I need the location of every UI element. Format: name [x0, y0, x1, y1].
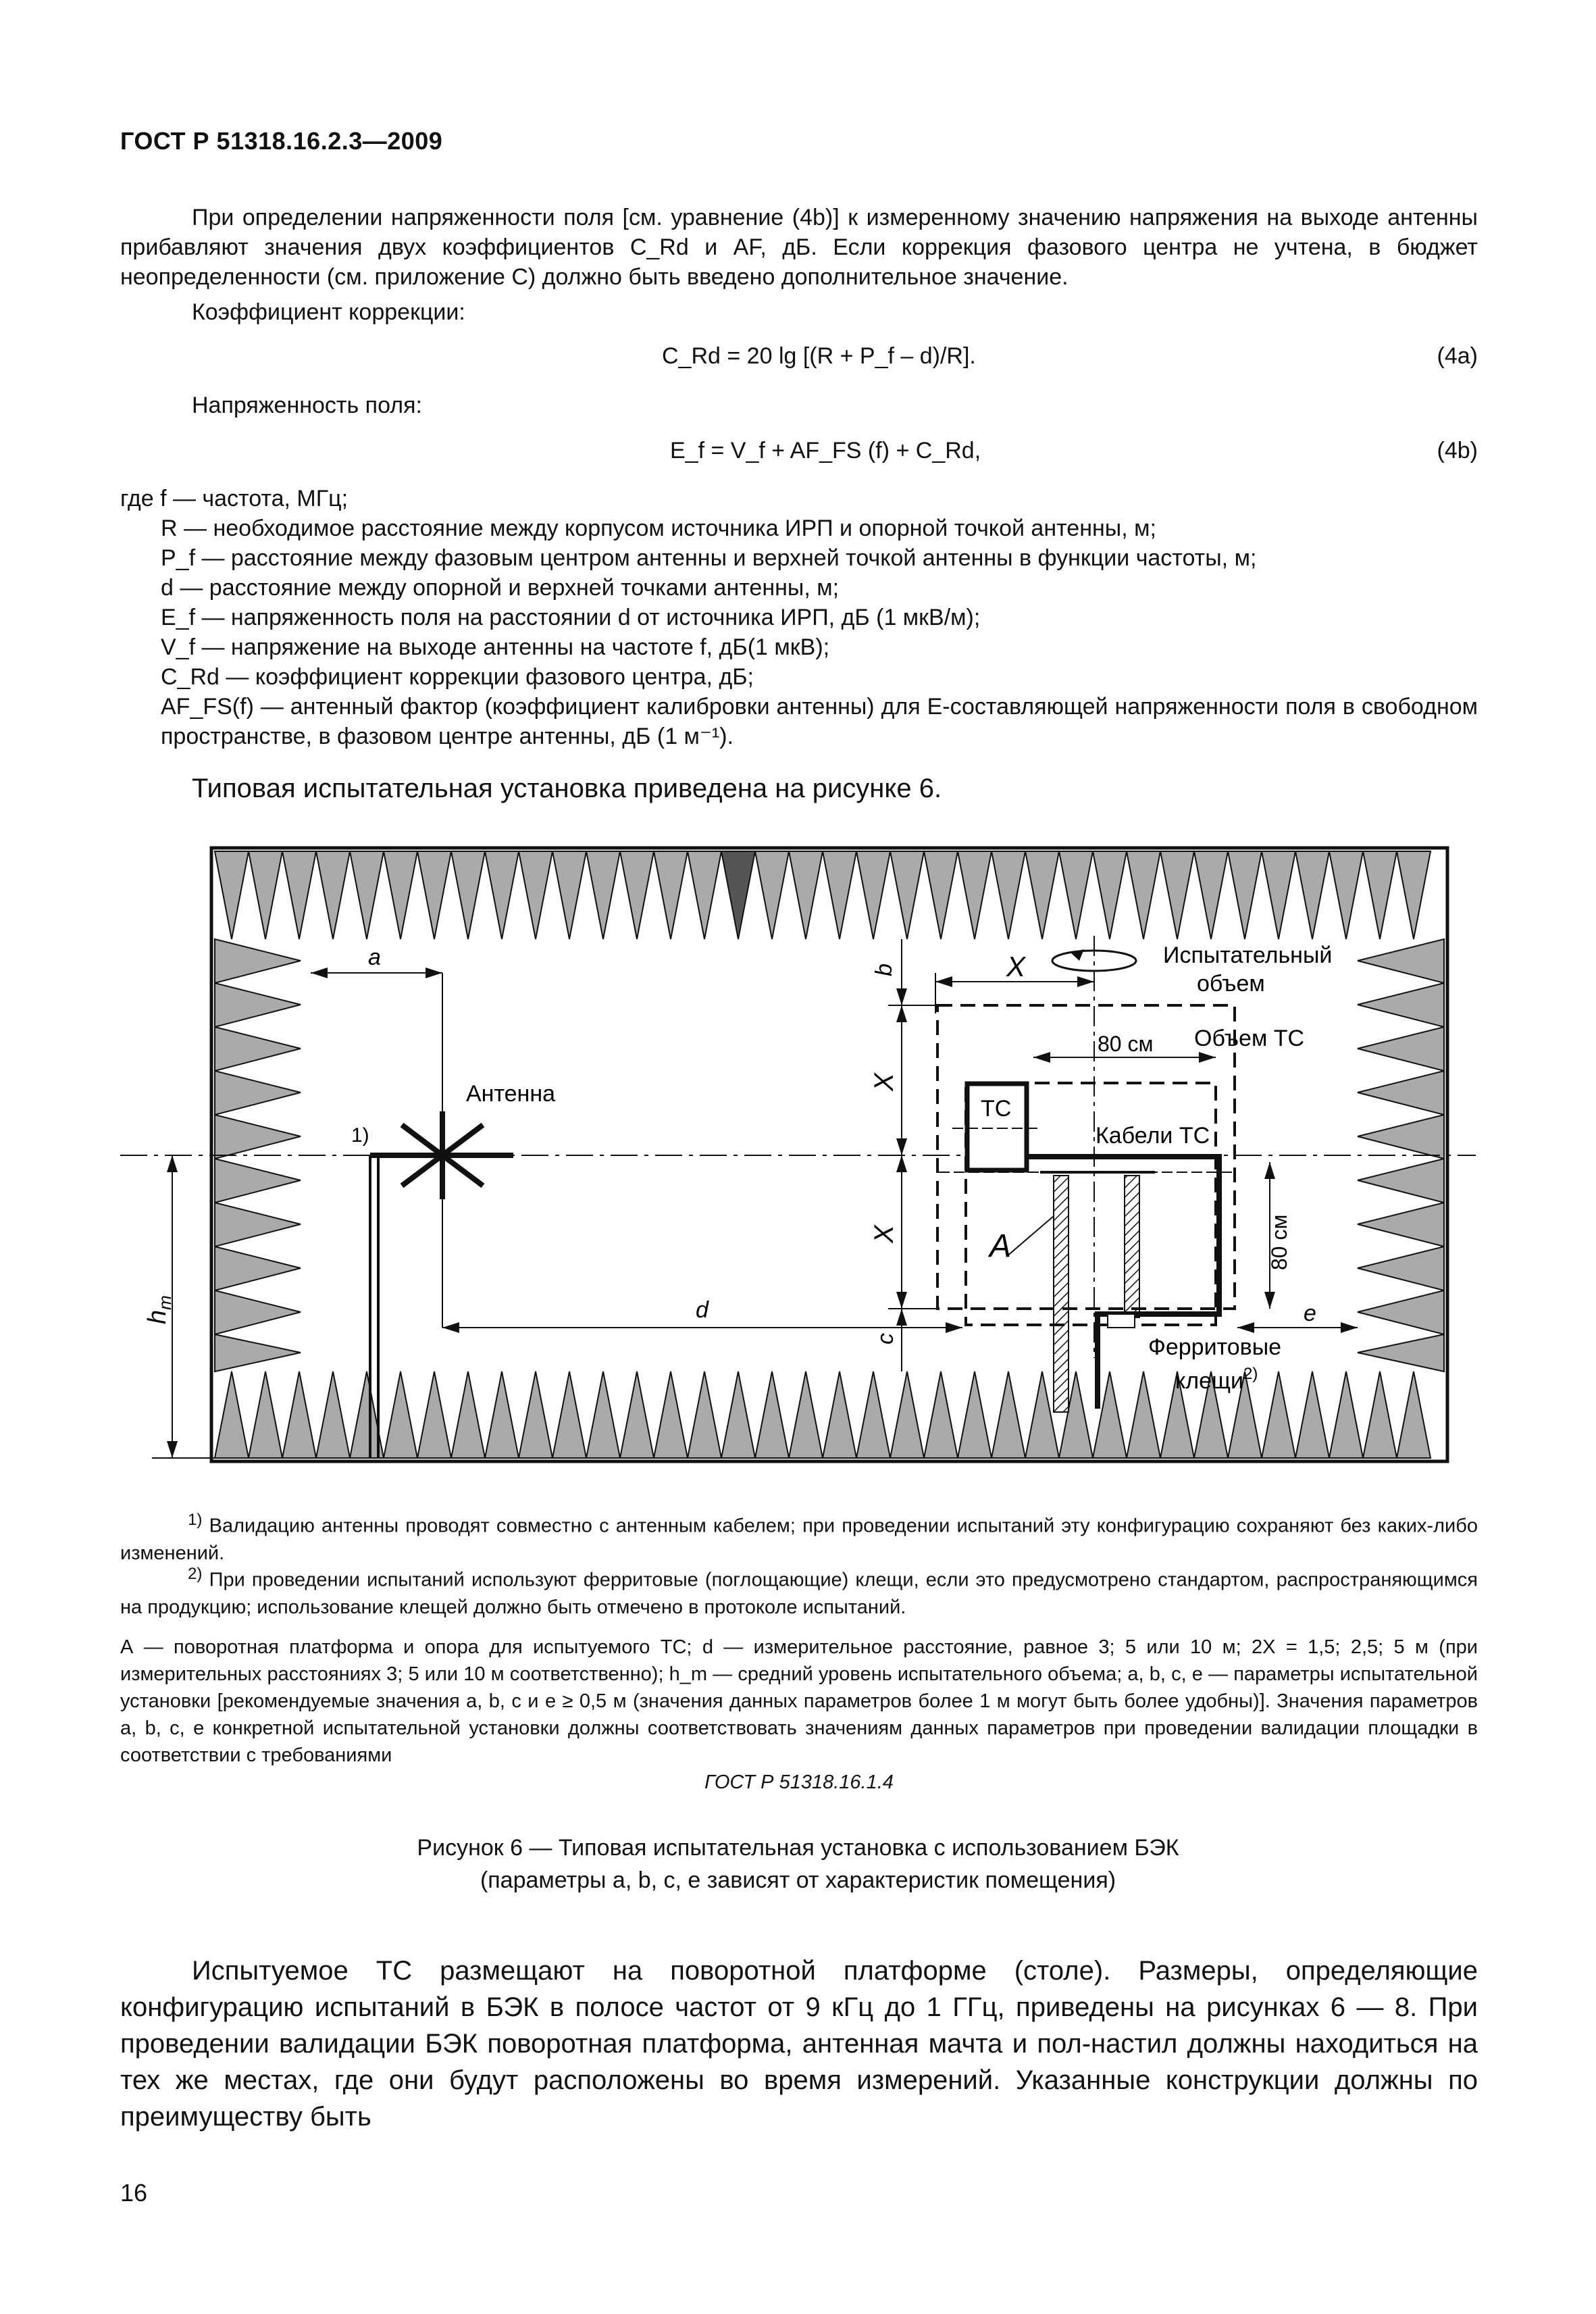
- definition-item: AF_FS(f) — антенный фактор (коэффициент калибровки антенны) для E-составляющей напряженности поля в свободном пространстве, в фазовом центре антенны, дБ (1 м⁻¹).: [161, 694, 1478, 749]
- dim-d-label: d: [696, 1297, 709, 1323]
- dim-80cm-vertical: 80 см: [1267, 1214, 1291, 1270]
- definition-item: V_f — напряжение на выходе антенны на частоте f, дБ(1 мкВ);: [161, 634, 830, 660]
- note1-marker: 1): [351, 1124, 369, 1147]
- dim-hm-label: $h_m$: [143, 1295, 175, 1324]
- definition-item: d — расстояние между опорной и верхней точками антенны, м;: [161, 575, 840, 601]
- definition-item: C_Rd — коэффициент коррекции фазового центра, дБ;: [161, 664, 754, 690]
- turntable-label: A: [989, 1228, 1012, 1264]
- figure-legend: А — поворотная платформа и опора для испытуемого ТС; d — измерительное расстояние, равное 3; 5 или 10 м; 2X = 1,5; 2,5; 5 м (при измерительных расстояниях 3; 5 или 10 м соответственно); h_m — средний уровень испытательного объема; a, b, c, e — параметры испытательной установки [рекомендуемые значения a, b, c и e ≥ 0,5 м (значения данных параметров более 1 м могут быть более удобны)]. Значения параметров a, b, c, e конкретной испытательной установки должны соответствовать значениям данных параметров при проведении валидации площадки в соответствии с требованиями: [120, 1636, 1478, 1766]
- test-volume-label-2: объем: [1197, 971, 1265, 997]
- dim-x-top-label: X: [1006, 951, 1026, 982]
- turntable-support-left: [1054, 1176, 1069, 1412]
- cables-label: Кабели ТС: [1096, 1123, 1210, 1149]
- definition-item: R — необходимое расстояние между корпусом источника ИРП и опорной точкой антенны, м;: [161, 515, 1156, 541]
- dim-b-label: b: [871, 963, 897, 976]
- intro-paragraph: При определении напряженности поля [см. уравнение (4b)] к измеренному значению напряжения на выходе антенны прибавляют значения двух коэффициентов C_Rd и AF, дБ. Если коррекция фазового центра не учтена, в бюджет неопределенности (см. приложение С) должно быть введено дополнительное значение.: [120, 205, 1478, 290]
- dim-e-label: e: [1304, 1301, 1316, 1326]
- absorbers-top: [215, 851, 1431, 939]
- figure-caption-line1: Рисунок 6 — Типовая испытательная установка с использованием БЭК: [417, 1835, 1179, 1861]
- figure-legend-reference: ГОСТ Р 51318.16.1.4: [704, 1771, 894, 1793]
- dim-x-left-bottom-label: X: [869, 1225, 899, 1243]
- eut-label: ТС: [981, 1096, 1012, 1122]
- body-paragraph: Испытуемое ТС размещают на поворотной платформе (столе). Размеры, определяющие конфигурацию испытаний в БЭК в полосе частот от 9 кГц до 1 ГГц, приведены на рисунках 6 — 8. При проведении валидации БЭК поворотная платформа, антенная мачта и пол-настил должны находиться на тех же местах, где они будут расположены во время измерений. Указанные конструкции должны по преимуществу быть: [120, 1956, 1478, 2132]
- dim-a-label: a: [368, 945, 381, 970]
- definition-item: P_f — расстояние между фазовым центром антенны и верхней точкой антенны в функции частоты, м;: [161, 545, 1257, 571]
- correction-coef-label: Коэффициент коррекции:: [192, 299, 465, 325]
- formula-4b: E_f = V_f + AF_FS (f) + C_Rd,: [670, 438, 981, 463]
- dim-x-left-top-label: X: [869, 1073, 899, 1091]
- figure-lead-text: Типовая испытательная установка приведена на рисунке 6.: [192, 774, 942, 803]
- dim-c-label: c: [873, 1333, 898, 1344]
- turntable-support-right: [1125, 1176, 1139, 1317]
- page-number: 16: [120, 2179, 148, 2207]
- formula-4a-number: (4a): [1437, 343, 1478, 369]
- ferrite-label-2: клещи$^{2)}$: [1175, 1365, 1258, 1394]
- eut-volume-label: Объем ТС: [1194, 1026, 1305, 1051]
- definition-item: E_f — напряженность поля на расстоянии d от источника ИРП, дБ (1 мкВ/м);: [161, 605, 981, 630]
- field-strength-label: Напряженность поля:: [192, 393, 422, 418]
- ferrite-label-1: Ферритовые: [1148, 1334, 1282, 1360]
- footnote-2: $^{2)}$ При проведении испытаний используют ферритовые (поглощающие) клещи, если это предусмотрено стандартом, распространяющимся на продукцию; использование клещей должно быть отмечено в протоколе испытаний.: [120, 1565, 1478, 1618]
- document-header: ГОСТ Р 51318.16.2.3—2009: [120, 127, 443, 155]
- definition-item: где f — частота, МГц;: [120, 486, 349, 511]
- absorbers-bottom: [215, 1372, 1431, 1458]
- test-volume-label-1: Испытательный: [1163, 942, 1333, 968]
- formula-4a: C_Rd = 20 lg [(R + P_f – d)/R].: [662, 343, 976, 369]
- formula-4b-number: (4b): [1437, 438, 1478, 463]
- figure-caption-line2: (параметры a, b, c, e зависят от характеристик помещения): [480, 1867, 1116, 1893]
- dim-80cm-horizontal: 80 см: [1098, 1032, 1154, 1056]
- footnote-1: $^{1)}$ Валидацию антенны проводят совместно с антенным кабелем; при проведении испытаний эту конфигурацию сохраняют без каких-либо изменений.: [120, 1511, 1478, 1564]
- antenna-label: Антенна: [466, 1081, 556, 1107]
